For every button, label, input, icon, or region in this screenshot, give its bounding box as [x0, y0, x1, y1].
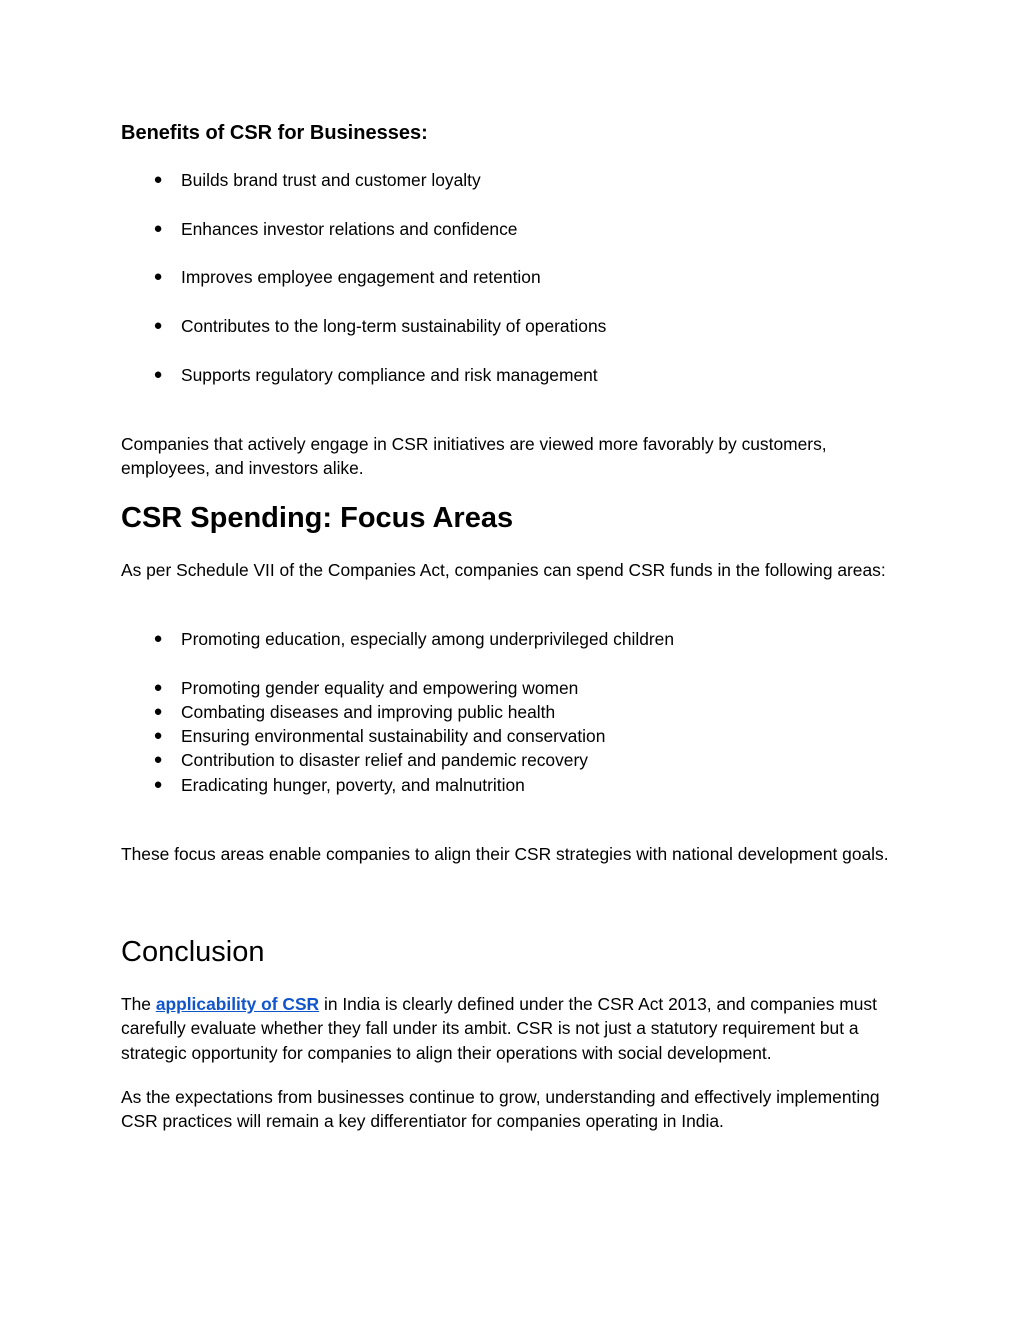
list-item-text: Supports regulatory compliance and risk management — [181, 365, 598, 385]
list-item-text: Combating diseases and improving public health — [181, 702, 556, 722]
bullet-icon: ● — [153, 171, 163, 188]
list-item-text: Builds brand trust and customer loyalty — [181, 170, 481, 190]
bullet-icon: ● — [153, 703, 163, 720]
bullet-icon: ● — [153, 268, 163, 285]
bullet-icon: ● — [153, 220, 163, 237]
benefits-heading: Benefits of CSR for Businesses: — [121, 122, 428, 144]
conclusion-heading: Conclusion — [121, 936, 265, 968]
list-item-text: Ensuring environmental sustainability and conservation — [181, 726, 606, 746]
bullet-icon: ● — [153, 751, 163, 768]
conclusion-text-rest: in India is clearly defined under the CSR Act 2013, and companies must carefully evaluate whether they fall under its ambit. CSR is not just a statutory requirement but a strategic opportunity for companies to align their operations with social development. — [121, 994, 877, 1063]
bullet-icon: ● — [153, 679, 163, 696]
bullet-icon: ● — [153, 727, 163, 744]
spending-summary: These focus areas enable companies to align their CSR strategies with national development goals. — [121, 844, 889, 864]
list-item-text: Contribution to disaster relief and pandemic recovery — [181, 750, 588, 770]
conclusion-paragraph-1 — [121, 992, 911, 1065]
conclusion-text-start: The — [121, 994, 156, 1014]
list-item-text: Promoting education, especially among underprivileged children — [181, 629, 675, 649]
list-item-text: Eradicating hunger, poverty, and malnutrition — [181, 775, 525, 795]
conclusion-paragraph-2: As the expectations from businesses continue to grow, understanding and effectively implementing CSR practices will remain a key differentiator for companies operating in India. — [121, 1087, 880, 1132]
bullet-icon: ● — [153, 776, 163, 793]
list-item-text: Enhances investor relations and confidence — [181, 219, 518, 239]
spending-heading: CSR Spending: Focus Areas — [121, 502, 514, 534]
bullet-icon: ● — [153, 317, 163, 334]
spending-intro: As per Schedule VII of the Companies Act, companies can spend CSR funds in the following areas: — [121, 560, 886, 580]
list-item-text: Improves employee engagement and retention — [181, 267, 541, 287]
list-item-text: Contributes to the long-term sustainability of operations — [181, 316, 607, 336]
applicability-of-csr-link[interactable]: applicability of CSR — [155, 994, 320, 1014]
bullet-icon: ● — [153, 366, 163, 383]
benefits-summary: Companies that actively engage in CSR initiatives are viewed more favorably by customers, employees, and investors alike. — [121, 434, 827, 479]
list-item-text: Promoting gender equality and empowering women — [181, 678, 579, 698]
bullet-icon: ● — [153, 630, 163, 647]
